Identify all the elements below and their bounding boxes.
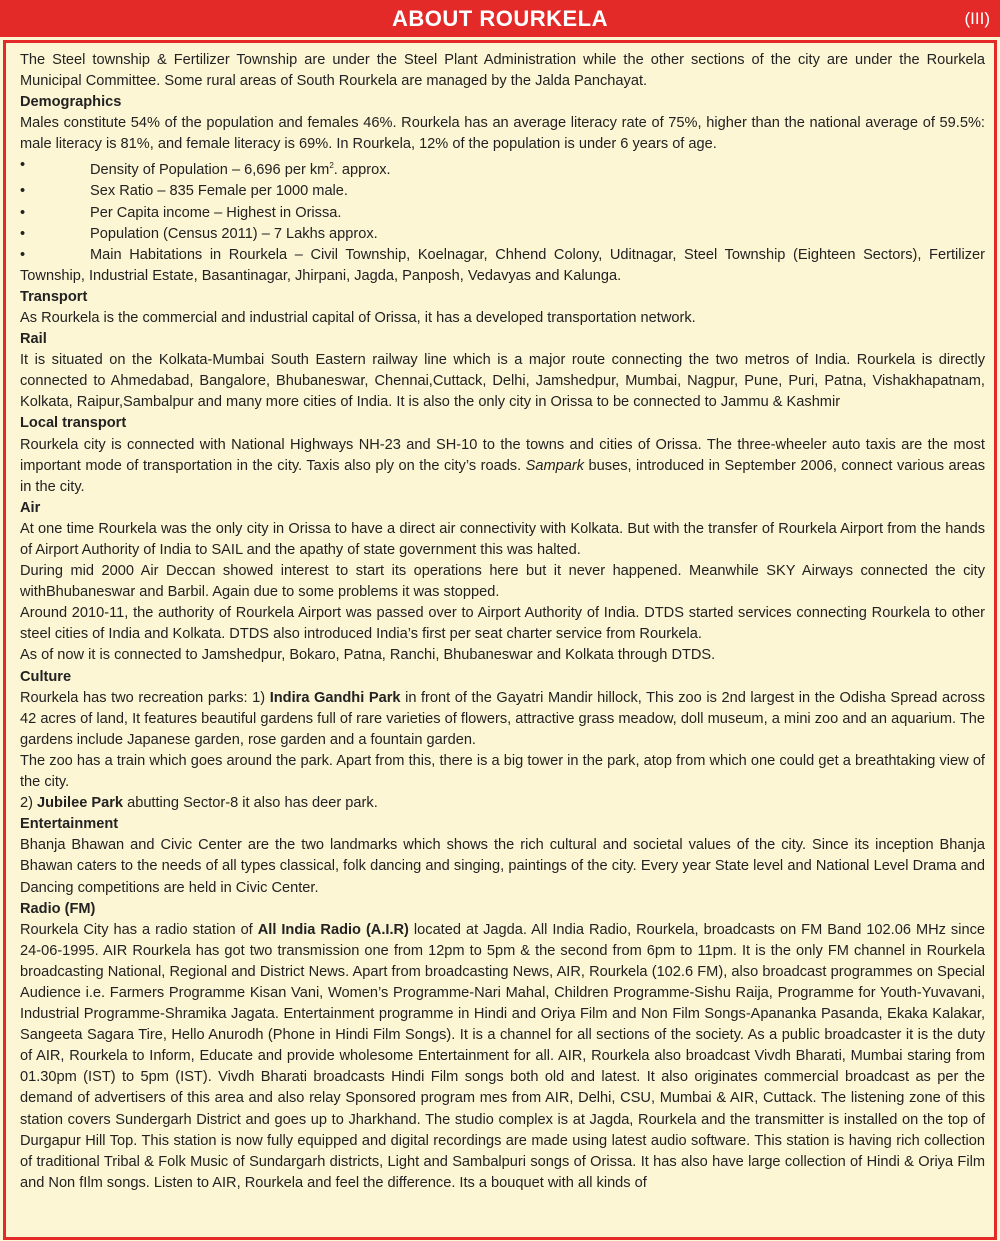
culture-paragraph-3: 2) Jubilee Park abutting Sector-8 it also has deer park. <box>20 795 378 812</box>
density-superscript: 2 <box>329 161 334 171</box>
sampark-emphasis: Sampark <box>525 457 585 474</box>
air-heading: Air <box>20 499 41 516</box>
density-text: Density of Population – 6,696 per km <box>90 162 330 179</box>
culture-paragraph-1: Rourkela has two recreation parks: 1) Indira Gandhi Park in front of the Gayatri Mandir hillock, This zoo is 2nd largest in the Odisha Spread across 42 acres of land, It features beautiful gardens full of rare varieties of flowers, attractive grass meadow, doll museum, a mini zoo and an aquarium. The gardens include Japanese garden, rose garden and a fountain garden. <box>20 689 985 748</box>
air-paragraph-2: During mid 2000 Air Deccan showed interest to start its operations here but it never happened. Meanwhile SKY Airways connected the city withBhubaneswar and Barbil. Again due to some problems it was stopped. <box>20 563 985 601</box>
bullet-habitations <box>20 245 985 287</box>
rail-heading: Rail <box>20 331 47 348</box>
transport-heading: Transport <box>20 288 88 305</box>
bullet-marker: • <box>20 183 26 200</box>
page-number: (III) <box>964 9 990 28</box>
transport-paragraph: As Rourkela is the commercial and industrial capital of Orissa, it has a developed transportation network. <box>20 309 696 326</box>
population-text: Population (Census 2011) – 7 Lakhs approx. <box>90 225 378 242</box>
radio-paragraph: Rourkela City has a radio station of All India Radio (A.I.R) located at Jagda. All India Radio, Rourkela, broadcasts on FM Band 102.06 MHz since 24-06-1995. AIR Rourkela has got two transmission one from 12pm to 5pm & the second from 6pm to 11pm. It is the only FM channel in Rourkela broadcasting National, Regional and District News. Apart from broadcasting News, AIR, Rourkela (102.6 FM), also broadcast programmes on Special Audience i.e. Farmers Programme Kisan Vani, Women’s Programme-Nari Mahal, Children Programme-Sishu Raija, Programme for Youth-Yuvavani, Industrial Programme-Shramika Jagata. Entertainment programme in Hindi and Oriya Film and Non Film Songs-Apananka Pasanda, Ekaka Kalakar, Sangeeta Sagara Tire, Hello Anurodh (Phone in Hindi Film Songs). It is a channel for all sections of the society. As a public broadcaster it is the duty of AIR, Rourkela to Inform, Educate and provide wholesome Entertainment for all. AIR, Rourkela also broadcast Vivdh Bharati, Mumbai staring from 01.30pm (IST) to 5pm (IST). Vivdh Bharati broadcasts Hindi Film songs both old and latest. It also originates commercial broadcast as per the demand of advertisers of this area and also relay Sponsored program mes from AIR, Delhi, CSU, Mumbai & AIR, Cuttack. The listening zone of this station covers Sundergarh District and goes up to Jharkhand. The studio complex is at Jagda, Rourkela and the transmitter is installed on the top of Durgapur Hill Top. This station is now fully equipped and digital recordings are made using latest audio software. This station is having rich collection of traditional Tribal & Folk Music of Sundargarh districts, Light and Sambalpuri songs of Orissa. It has also have large collection of Hindi & Oriya Film and Non fIlm songs. Listen to AIR, Rourkela and feel the difference. Its a bouquet with all kinds of <box>20 921 985 1191</box>
page-header <box>0 0 1000 37</box>
bullet-marker: • <box>20 204 26 221</box>
air-paragraph-3: Around 2010-11, the authority of Rourkela Airport was passed over to Airport Authority of India. DTDS started services connecting Rourkela to other steel cities of India and Kolkata. DTDS also introduced India’s first per seat charter service from Rourkela. <box>20 605 985 643</box>
article-body <box>20 50 985 1194</box>
intro-paragraph: The Steel township & Fertilizer Township are under the Steel Plant Administration while the other sections of the city are under the Rourkela Municipal Committee. Some rural areas of South Rourkela are managed by the Jalda Panchayat. <box>20 52 985 90</box>
demographics-heading: Demographics <box>20 94 122 111</box>
income-text: Per Capita income – Highest in Orissa. <box>90 204 342 221</box>
habitations-text: Main Habitations in Rourkela – Civil Township, Koelnagar, Chhend Colony, Uditnagar, Steel Township (Eighteen Sectors), Fertilizer Township, Industrial Estate, Basantinagar, Jhirpani, Jagda, Panposh, Vedavyas and Kalunga. <box>20 246 985 284</box>
bullet-marker: • <box>20 225 26 242</box>
radio-heading: Radio (FM) <box>20 900 96 917</box>
bullet-sex-ratio <box>20 181 985 202</box>
culture-heading: Culture <box>20 668 72 685</box>
jubilee-park: Jubilee Park <box>37 795 124 812</box>
bullet-marker: • <box>20 157 26 174</box>
demographics-paragraph: Males constitute 54% of the population and females 46%. Rourkela has an average literacy rate of 75%, higher than the national average of 59.5%: male literacy is 81%, and female literacy is 69%. In Rourkela, 12% of the population is under 6 years of age. <box>20 115 985 153</box>
all-india-radio: All India Radio (A.I.R) <box>257 921 409 938</box>
sex-ratio-text: Sex Ratio – 835 Female per 1000 male. <box>90 183 348 200</box>
bullet-marker: • <box>20 246 26 263</box>
content-frame <box>3 40 997 1240</box>
bullet-income <box>20 203 985 224</box>
page-title: ABOUT ROURKELA <box>392 6 608 31</box>
air-paragraph-1: At one time Rourkela was the only city in Orissa to have a direct air connectivity with Kolkata. But with the transfer of Rourkela Airport from the hands of Airport Authority of India to SAIL and the apathy of state government this was halted. <box>20 520 985 559</box>
bullet-population <box>20 224 985 245</box>
indira-gandhi-park: Indira Gandhi Park <box>269 689 401 706</box>
local-transport-paragraph: Rourkela city is connected with National Highways NH-23 and SH-10 to the towns and cities of Orissa. The three-wheeler auto taxis are the most important mode of transportation in the city. Taxis also ply on the city’s roads. Sampark buses, introduced in September 2006, connect various areas in the city. <box>20 436 985 495</box>
density-suffix: . approx. <box>333 162 391 179</box>
air-paragraph-4: As of now it is connected to Jamshedpur, Bokaro, Patna, Ranchi, Bhubaneswar and Kolkata through DTDS. <box>20 647 716 664</box>
culture-paragraph-2: The zoo has a train which goes around the park. Apart from this, there is a big tower in the park, atop from which one could get a breathtaking view of the city. <box>20 752 985 791</box>
entertainment-paragraph: Bhanja Bhawan and Civic Center are the two landmarks which shows the rich cultural and societal values of the city. Since its inception Bhanja Bhawan caters to the needs of all types classical, folk dancing and singing, paintings of the city. Every year State level and National Level Drama and Dancing competitions are held in Civic Center. <box>20 837 985 896</box>
rail-paragraph: It is situated on the Kolkata-Mumbai South Eastern railway line which is a major route connecting the two metros of India. Rourkela is directly connected to Ahmedabad, Bangalore, Bhubaneswar, Chennai,Cuttack, Delhi, Jamshedpur, Mumbai, Nagpur, Pune, Puri, Patna, Vishakhapatnam, Kolkata, Raipur,Sambalpur and many more cities of India. It is also the only city in Orissa to be connected to Jammu & Kashmir <box>20 352 985 411</box>
local-transport-heading: Local transport <box>20 415 127 432</box>
bullet-density <box>20 155 985 181</box>
entertainment-heading: Entertainment <box>20 816 119 833</box>
